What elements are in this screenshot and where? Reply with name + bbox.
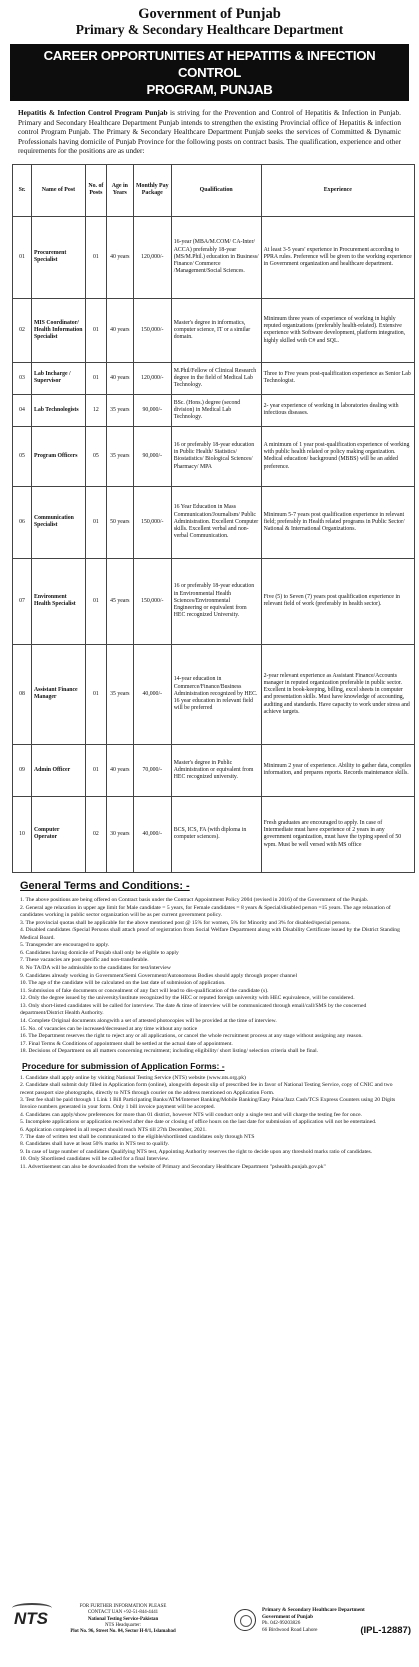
ipl-number: (IPL-12887)	[360, 1625, 411, 1636]
procedure-item: 4. Candidates can apply/show preferences for more than 01 district, however NTS will conduct only a single test and will charge the testing fee for once.	[20, 1111, 362, 1118]
cell-sr: 02	[13, 298, 32, 362]
cell-experience: 2- year experience of working in laboratories dealing with infectious diseases.	[261, 394, 414, 426]
table-row	[13, 744, 415, 796]
cell-pay: 90,000/-	[133, 426, 171, 486]
terms-item: 8. No TA/DA will be admissible to the candidates for test/interview	[20, 964, 171, 971]
cell-experience: Three to Five years post-qualification experience as Senior Lab Technologist.	[261, 362, 414, 394]
dept-line-3: Ph. 042-99203826	[262, 1620, 301, 1627]
cell-no-of-posts: 01	[85, 362, 106, 394]
cell-sr: 03	[13, 362, 32, 394]
procedure-item: 6. Application completed in all respect should reach NTS till 27th December, 2021.	[20, 1126, 207, 1133]
cell-age: 35 years	[106, 644, 133, 744]
header-pay: Monthly Pay Package	[133, 164, 171, 216]
cell-age: 35 years	[106, 394, 133, 426]
terms-item: 3. The provincial quotas shall be applicable for the above mentioned post @ 15% for women, 5% for Minority and 3% for disabled/special persons.	[20, 919, 351, 926]
cell-age: 30 years	[106, 796, 133, 872]
nts-contact-info	[68, 1604, 178, 1635]
cell-sr: 08	[13, 644, 32, 744]
cell-qualification: BCS, ICS, FA (with diploma in computer sciences).	[171, 796, 261, 872]
header-no-of-posts: No. of Posts	[85, 164, 106, 216]
cell-experience: Minimum 2 year of experience. Ability to gather data, compiles information, and prepares reports. Records maintenance skills.	[261, 744, 414, 796]
info-line-2: CONTACT UAN +92-51-844-4441	[87, 1610, 159, 1616]
terms-item: 17. Final Terms & Conditions of appointment shall be settled at the actual date of appointment.	[20, 1040, 233, 1047]
cell-experience: A minimum of 1 year post-qualification experience of working with public health related or policy making organization. Medical education/ background (MBBS) will be an added preference.	[261, 426, 414, 486]
cell-post: MIS Coordinator/ Health Information Specialist	[31, 298, 85, 362]
header	[6, 0, 413, 38]
terms-item: 15. No. of vacancies can be increased/decreased at any time without any notice	[20, 1025, 198, 1032]
jobs-table	[12, 164, 415, 873]
cell-age: 40 years	[106, 298, 133, 362]
cell-pay: 120,000/-	[133, 216, 171, 298]
cell-qualification: Master's degree in informatics, computer science, IT or a similar domain.	[171, 298, 261, 362]
table-row	[13, 298, 415, 362]
cell-qualification: BSc. (Hons.) degree (second division) in Medical Lab Technology.	[171, 394, 261, 426]
cell-qualification: Master's degree in Public Administration or equivalent from HEC recognized university.	[171, 744, 261, 796]
department-contact	[262, 1607, 365, 1633]
terms-item: 4. Disabled candidates /Special Persons shall attach proof of registration from Social Welfare Department along with Disability Certificate issued by the District Standing Medical Board.	[20, 927, 400, 941]
cell-pay: 150,000/-	[133, 558, 171, 644]
cell-post: Environment Health Specialist	[31, 558, 85, 644]
cell-post: Communication Specialist	[31, 486, 85, 558]
cell-post: Lab Incharge / Supervisor	[31, 362, 85, 394]
banner-line-1: CAREER OPPORTUNITIES AT HEPATITIS & INFECTION CONTROL	[43, 48, 376, 80]
cell-pay: 40,000/-	[133, 644, 171, 744]
intro-paragraph	[18, 108, 401, 156]
table-row	[13, 362, 415, 394]
terms-item: 11. Submission of fake documents or concealment of any fact will lead to dis-qualification of the candidate (s).	[20, 987, 269, 994]
intro-text: is striving for the Prevention and Control of Hepatitis & Infection in Punjab. Primary and Secondary Healthcare Department Punjab intends to strengthen the existing Provincial office of Hepatitis & infection control Program Punjab. The Primary & Secondary Healthcare Department Punjab seeks the services of Committed & Dynamic Professionals having domicile of Punjab Province for the following posts on contract basis. The qualification, experience and other requirements for the positions are as under:	[18, 108, 401, 156]
punjab-seal-icon	[234, 1609, 256, 1631]
cell-experience: Fresh graduates are encouraged to apply. In case of Intermediate must have experience of 2 years in any government organization, must have the typing speed of 50 wpm. Must be well versed with MS office	[261, 796, 414, 872]
cell-pay: 70,000/-	[133, 744, 171, 796]
procedure-item: 3. Test fee shall be paid through 1 Link 1 Bill Participating Banks/ATM/Internet Banking/Mobile Banking/Easy Paisa/Jazz Cash/TCS Express Counters using 20 Digits Invoice numbers generated in your form. Only 1 bill invoice payment will be accepted.	[20, 1096, 396, 1111]
dept-line-1: Primary & Secondary Healthcare Department	[262, 1607, 365, 1613]
terms-item: 2. General age relaxation in upper age limit for Male candidate = 5 years, for Female candidates = 8 years & Special/disabled person =15 years. The age relaxation of candidates working in public sector organization will be as per current government policy.	[20, 904, 391, 918]
cell-post: Procurement Specialist	[31, 216, 85, 298]
header-experience: Experience	[261, 164, 414, 216]
cell-post: Assistant Finance Manager	[31, 644, 85, 744]
cell-sr: 09	[13, 744, 32, 796]
table-row	[13, 426, 415, 486]
procedure-item: 5. Incomplete applications or application received after due date or closing of office hours on the last date for submission of application will not be entertained.	[20, 1119, 377, 1126]
table-row	[13, 558, 415, 644]
terms-item: 5. Transgender are encouraged to apply.	[20, 942, 110, 949]
cell-experience: Minimum three years of experience of working in highly reputed organizations (preferably health-related). Extensive experience with Software development, platform integration, highly skilled with C# and SQL.	[261, 298, 414, 362]
cell-experience: At least 3-5 years' experience in Procurement according to PPRA rules. Preference will be given to the working experience in Government organization and healthcare department.	[261, 216, 414, 298]
table-row	[13, 796, 415, 872]
cell-no-of-posts: 01	[85, 744, 106, 796]
cell-qualification: 16 Year Education in Mass Communication/Journalism/ Public Administration. Excellent Computer skills. Excellent verbal and non-verbal Communication.	[171, 486, 261, 558]
terms-item: 12. Only the degree issued by the university/institute recognized by the HEC or reputed foreign university with HEC equivalence, will be considered.	[20, 995, 355, 1002]
cell-age: 40 years	[106, 216, 133, 298]
cell-sr: 05	[13, 426, 32, 486]
cell-pay: 90,000/-	[133, 394, 171, 426]
cell-sr: 06	[13, 486, 32, 558]
terms-item: 18. Decisions of Department on all matters concerning recruitment; including eligibility/ short listing/ selection criteria shall be final.	[20, 1048, 319, 1055]
footer	[6, 1603, 413, 1663]
department-title: Primary & Secondary Healthcare Department	[75, 22, 344, 37]
cell-experience: Five (5) to Seven (7) years post qualification experience in relevant field of work (preferably in health sector).	[261, 558, 414, 644]
terms-list	[20, 897, 401, 1056]
cell-pay: 40,000/-	[133, 796, 171, 872]
cell-qualification: 16 or preferably 18-year education in Environmental Health Sciences/Environmental Engineering or equivalent from HEC recognized University.	[171, 558, 261, 644]
header-age: Age in Years	[106, 164, 133, 216]
cell-age: 40 years	[106, 362, 133, 394]
terms-item: 10. The age of the candidate will be calculated on the last date of submission of application.	[20, 980, 226, 987]
government-title: Government of Punjab	[138, 6, 281, 22]
terms-item: 6. Candidates having domicile of Punjab shall only be eligible to apply	[20, 949, 179, 956]
terms-item: 9. Candidates already working in Government/Semi Government/Autonomous Bodies should apply through proper channel	[20, 972, 297, 979]
intro-program-name: Hepatitis & Infection Control Program Punjab	[18, 108, 168, 117]
nts-logo-swoosh-icon	[12, 1603, 52, 1613]
terms-item: 16. The Department reserves the right to reject any or all applications, or cancel the whole recruitment process at any stage without assigning any reason.	[20, 1033, 363, 1040]
cell-experience: Minimum 5-7 years post qualification experience in relevant field; preferably in Health related programs in Public Sector/ National & International Organizations.	[261, 486, 414, 558]
procedure-title: Procedure for submission of Application Forms: -	[22, 1060, 225, 1071]
cell-experience: 2-year relevant experience as Assistant Finance/Accounts manager in reputed organization preferable in public sector. Excellent in book-keeping, billing, excel sheets in computer and presentation skills. Must have knowledge of accounting, auditing and standards. Have capacity to work under stress and achieve targets.	[261, 644, 414, 744]
terms-item: 1. The above positions are being offered on Contract basis under the Contract Appointment Policy 2004 (revised in 2016) of the Government of the Punjab.	[20, 896, 369, 903]
info-line-1: FOR FURTHER INFORMATION PLEASE	[79, 1604, 167, 1609]
cell-age: 50 years	[106, 486, 133, 558]
cell-sr: 01	[13, 216, 32, 298]
cell-qualification: M.Phil/Fellow of Clinical Research degree in the field of Medical Lab Technology.	[171, 362, 261, 394]
cell-pay: 150,000/-	[133, 486, 171, 558]
dept-line-2: Government of Punjab	[262, 1613, 314, 1620]
procedure-item: 1. Candidate shall apply online by visiting National Testing Service (NTS) website (www.nts.org.pk)	[20, 1074, 246, 1081]
procedure-item: 11. Advertisement can also be downloaded from the website of Primary and Secondary Healthcare Department "pshealth.punjab.gov.pk"	[20, 1163, 326, 1170]
cell-age: 40 years	[106, 744, 133, 796]
banner	[10, 44, 409, 101]
info-line-4: NTS Headquarter:	[105, 1622, 141, 1628]
cell-no-of-posts: 01	[85, 486, 106, 558]
terms-title: General Terms and Conditions: -	[20, 879, 190, 892]
cell-sr: 04	[13, 394, 32, 426]
procedure-list	[20, 1075, 401, 1171]
cell-no-of-posts: 12	[85, 394, 106, 426]
cell-post: Admin Officer	[31, 744, 85, 796]
table-row	[13, 644, 415, 744]
terms-item: 13. Only short-listed candidates will be called for interview. The date & time of interview will be communicated through email/call/SMS by the concerned department/District Health Authority.	[20, 1002, 367, 1017]
cell-qualification: 16-year (MBA/M.COM/ CA-Inter/ ACCA) preferably 18-year (MS/M.Phil.) education in Business/ Finance/ Commerce /Management/Social Sciences.	[171, 216, 261, 298]
cell-qualification: 14-year education in Commerce/Finance/Business Administration recognized by HEC. 16 year education in relevant field will be preferred	[171, 644, 261, 744]
cell-age: 35 years	[106, 426, 133, 486]
cell-pay: 120,000/-	[133, 362, 171, 394]
cell-no-of-posts: 01	[85, 216, 106, 298]
table-row	[13, 394, 415, 426]
cell-post: Program Officers	[31, 426, 85, 486]
nts-logo-text: NTS	[14, 1609, 48, 1628]
cell-no-of-posts: 01	[85, 644, 106, 744]
procedure-item: 8. Candidates shall have at least 50% marks in NTS test to qualify.	[20, 1141, 170, 1148]
banner-line-2: PROGRAM, PUNJAB	[146, 82, 273, 97]
procedure-item: 2. Candidate shall submit duly filled in Application form (online), alongwith deposit slip of prescribed fee in favor of National Testing Service, copy of CNIC and two recent passport size photographs, directly to NTS through courier on the address mentioned on Application Form.	[20, 1082, 393, 1096]
cell-no-of-posts: 01	[85, 558, 106, 644]
procedure-item: 9. In case of large number of candidates Qualifying NTS test, Appointing Authority reserves the right to decide upon any threshold marks ratio of candidates.	[20, 1148, 373, 1155]
dept-line-4: 66 Birdwood Road Lahore	[262, 1626, 318, 1633]
cell-no-of-posts: 05	[85, 426, 106, 486]
cell-pay: 150,000/-	[133, 298, 171, 362]
table-row	[13, 216, 415, 298]
cell-age: 45 years	[106, 558, 133, 644]
header-sr: Sr.	[13, 164, 32, 216]
cell-post: Computer Operator	[31, 796, 85, 872]
table-row	[13, 486, 415, 558]
info-line-5: Plot No. 96, Street No. 04, Sector H-8/1, Islamabad	[70, 1629, 176, 1635]
cell-qualification: 16 or preferably 18-year education in Public Health/ Statistics/ Biostatistics/ Biological Sciences/ Pharmacy/ MPA	[171, 426, 261, 486]
cell-no-of-posts: 01	[85, 298, 106, 362]
terms-item: 7. These vacancies are post specific and non-transferable.	[20, 957, 149, 964]
nts-logo	[14, 1609, 48, 1629]
cell-post: Lab Technologists	[31, 394, 85, 426]
info-line-3: National Testing Service-Pakistan	[87, 1616, 159, 1622]
procedure-item: 10. Only Shortlisted candidates will be called for a final Interview.	[20, 1156, 170, 1163]
header-post: Name of Post	[31, 164, 85, 216]
header-qualification: Qualification	[171, 164, 261, 216]
cell-no-of-posts: 02	[85, 796, 106, 872]
table-header-row	[13, 164, 415, 216]
cell-sr: 10	[13, 796, 32, 872]
terms-item: 14. Complete Original documents alongwith a set of attested photocopies will be provided at the time of interview.	[20, 1017, 277, 1024]
cell-sr: 07	[13, 558, 32, 644]
procedure-item: 7. The date of written test shall be communicated to the eligible/shortlisted candidates only through NTS	[20, 1133, 255, 1140]
